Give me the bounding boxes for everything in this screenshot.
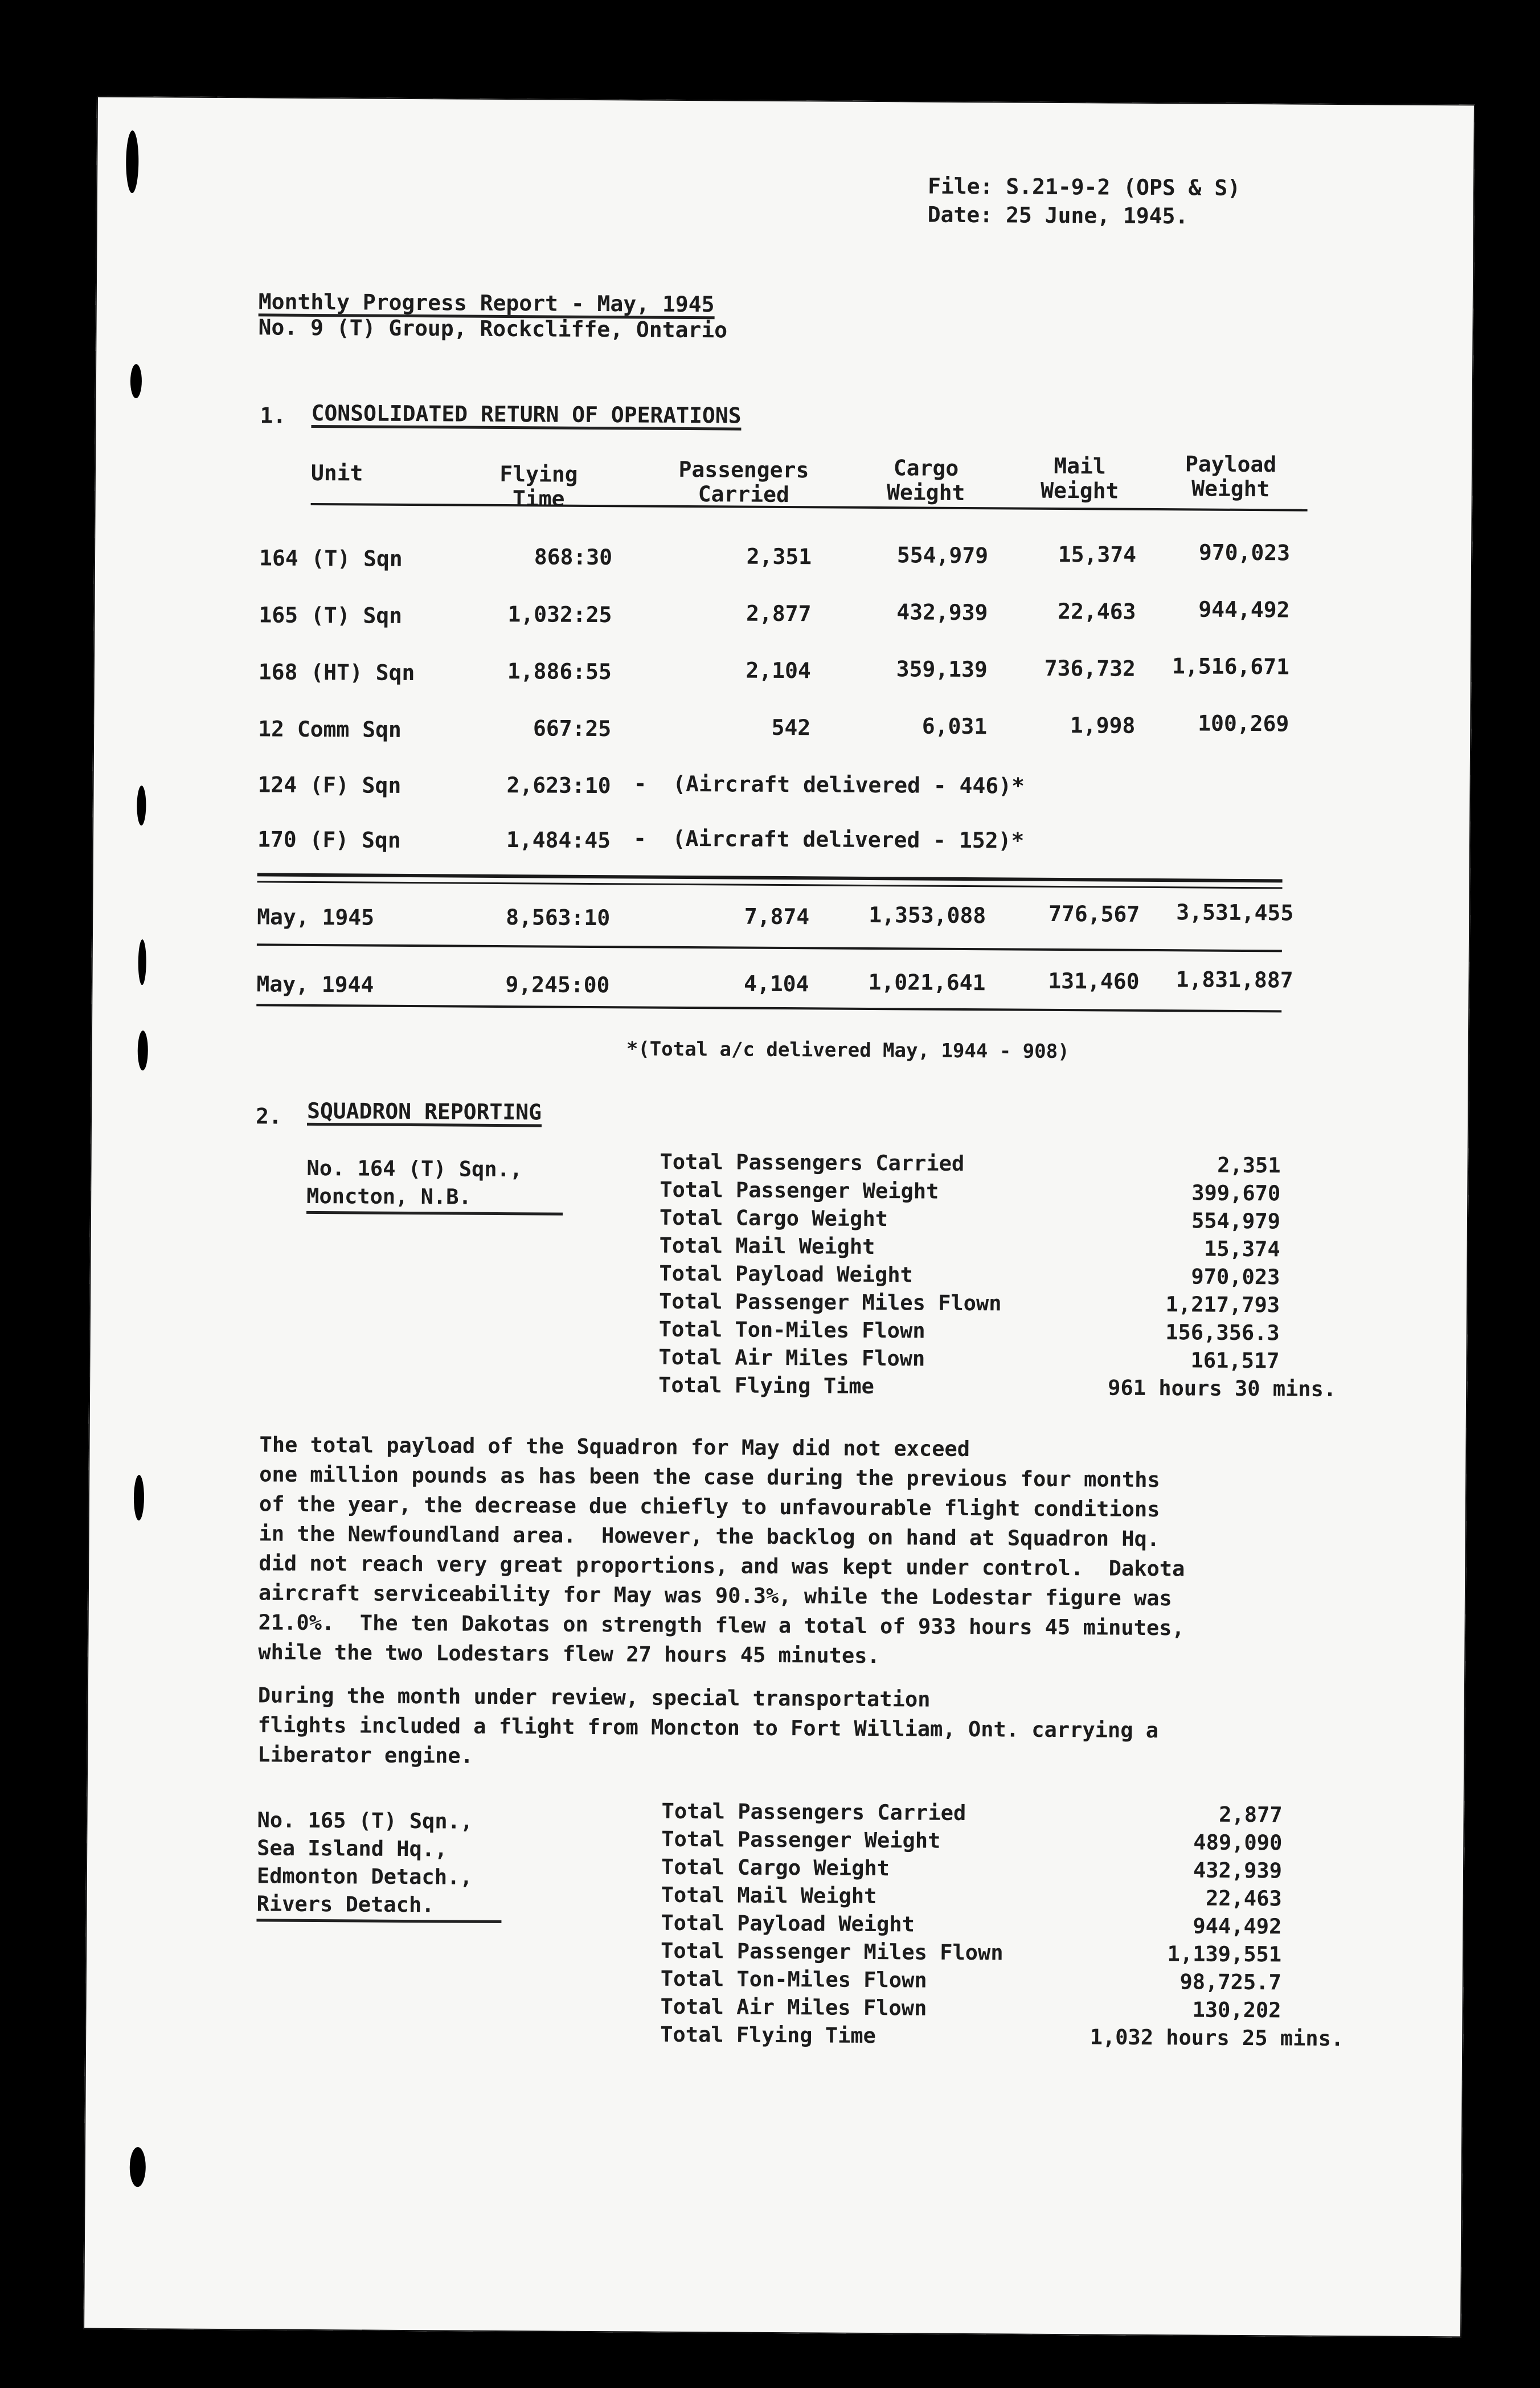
row-cargo: 6,031: [921, 713, 988, 739]
row-note: - (Aircraft delivered - 446)*: [633, 771, 1025, 799]
row-unit: 165 (T) Sqn: [259, 602, 403, 628]
stat-row: Total Payload Weight 944,492: [661, 1910, 1282, 1939]
row-passengers: 2,351: [746, 543, 812, 570]
row-payload: 100,269: [1198, 710, 1289, 737]
row-unit: 168 (HT) Sqn: [258, 659, 415, 686]
section-number: 2.: [255, 1103, 282, 1129]
section-heading: CONSOLIDATED RETURN OF OPERATIONS: [311, 402, 741, 431]
report-title: Monthly Progress Report - May, 1945: [259, 291, 715, 319]
punch-hole: [138, 1031, 148, 1070]
row-unit: 12 Comm Sqn: [258, 716, 402, 742]
report-date: Date: 25 June, 1945.: [927, 202, 1189, 229]
row-flying: 1,032:25: [507, 602, 612, 628]
punch-hole: [130, 2147, 146, 2187]
squadron-164-unit: [306, 1154, 563, 1216]
squadron-164-stats: [658, 1148, 1338, 1403]
punch-hole: [138, 939, 146, 985]
row-mail: 15,374: [1058, 541, 1137, 567]
unit-line: No. 164 (T) Sqn.,: [306, 1155, 523, 1182]
row-mail: 776,567: [1048, 901, 1140, 927]
row-flying: 667:25: [533, 715, 612, 742]
stat-row: Total Air Miles Flown 161,517: [658, 1344, 1280, 1373]
row-unit: 170 (F) Sqn: [257, 827, 401, 853]
stat-row: Total Flying Time 961 hours 30 mins.: [658, 1372, 1337, 1401]
row-passengers: 542: [771, 714, 811, 741]
stat-row: Total Passenger Weight 399,670: [660, 1177, 1281, 1206]
row-passengers: 2,104: [746, 657, 811, 684]
section-heading: SQUADRON REPORTING: [307, 1100, 542, 1127]
row-passengers: 7,874: [744, 903, 810, 930]
row-cargo: 359,139: [896, 656, 988, 682]
table-footnote: *(Total a/c delivered May, 1944 - 908): [626, 1037, 1070, 1064]
row-cargo: 432,939: [896, 599, 988, 625]
unit-line: Sea Island Hq.,: [257, 1835, 448, 1862]
stat-row: Total Flying Time 1,032 hours 25 mins.: [660, 2022, 1344, 2051]
stat-row: Total Mail Weight 22,463: [661, 1882, 1282, 1911]
squadron-164-narrative: The total payload of the Squadron for May did not exceed one million pounds as has been the case during the previous four months of the year, the decrease due chiefly to unfavourable flight conditions in the Newfoundland area. However, the backlog on hand at Squadron Hq. did not reach very great proportions, and was kept under control. Dakota aircraft serviceability for May was 90.3%, while the Lodestar figure was 21.0%. The ten Dakotas on strength flew a total of 933 hours 45 minutes, while the two Lodestars flew 27 hours 45 minutes.: [258, 1432, 1185, 1669]
stat-row: Total Cargo Weight 432,939: [661, 1854, 1283, 1883]
document-page: [83, 96, 1475, 2338]
stat-row: Total Passenger Miles Flown 1,139,551: [660, 1938, 1282, 1967]
totals-rule: [257, 873, 1283, 882]
stat-row: Total Payload Weight 970,023: [659, 1261, 1280, 1290]
punch-hole: [130, 364, 142, 398]
totals-rule: [256, 1004, 1281, 1012]
row-mail: 22,463: [1058, 598, 1136, 624]
col-header-cargo: Cargo Weight: [886, 455, 965, 505]
report-subtitle: No. 9 (T) Group, Rockcliffe, Ontario: [258, 314, 728, 343]
section-number: 1.: [260, 403, 286, 428]
row-payload: 1,831,887: [1176, 967, 1293, 993]
stat-row: Total Air Miles Flown 130,202: [660, 1994, 1281, 2023]
unit-line: Edmonton Detach.,: [256, 1863, 473, 1890]
row-flying: 8,563:10: [506, 905, 611, 931]
stat-row: Total Passenger Weight 489,090: [661, 1826, 1283, 1855]
row-flying: 9,245:00: [505, 972, 610, 998]
row-mail: 736,732: [1044, 655, 1136, 681]
row-flying: 868:30: [534, 544, 613, 570]
row-payload: 1,516,671: [1172, 653, 1290, 680]
squadron-164-special-flights: During the month under review, special transportation flights included a flight from Moncton to Fort William, Ont. carrying a Liberator engine.: [257, 1683, 1159, 1768]
stat-row: Total Ton-Miles Flown 156,356.3: [658, 1316, 1280, 1346]
row-payload: 3,531,455: [1176, 899, 1294, 926]
row-cargo: 1,353,088: [869, 902, 986, 929]
row-unit: 164 (T) Sqn: [259, 545, 403, 571]
row-mail: 1,998: [1070, 713, 1136, 738]
row-note: - (Aircraft delivered - 152)*: [633, 825, 1025, 853]
row-flying: 2,623:10: [506, 772, 611, 799]
row-unit: May, 1945: [257, 904, 375, 930]
col-header-payload: Payload Weight: [1185, 451, 1277, 502]
unit-line: Moncton, N.B.: [306, 1182, 563, 1216]
col-header-passengers: Passengers Carried: [678, 456, 809, 508]
row-passengers: 2,877: [746, 600, 812, 627]
col-header-unit: Unit: [310, 460, 363, 486]
squadron-165-stats: [660, 1797, 1345, 2052]
stat-row: Total Passenger Miles Flown 1,217,793: [658, 1289, 1280, 1318]
stat-row: Total Mail Weight 15,374: [659, 1233, 1280, 1262]
punch-hole: [126, 130, 139, 193]
stat-row: Total Ton-Miles Flown 98,725.7: [660, 1966, 1281, 1995]
row-unit: 124 (F) Sqn: [257, 772, 402, 798]
row-flying: 1,886:55: [507, 659, 612, 685]
row-unit: May, 1944: [256, 971, 374, 997]
totals-rule: [257, 881, 1283, 889]
row-payload: 970,023: [1198, 539, 1291, 566]
stat-row: Total Cargo Weight 554,979: [659, 1205, 1281, 1234]
row-cargo: 1,021,641: [868, 969, 986, 996]
row-cargo: 554,979: [896, 542, 989, 569]
punch-hole: [137, 786, 146, 825]
stat-row: Total Passengers Carried 2,351: [660, 1149, 1281, 1178]
unit-line: Rivers Detach.: [256, 1890, 501, 1923]
unit-line: No. 165 (T) Sqn.,: [257, 1808, 473, 1834]
squadron-165-unit: [256, 1806, 502, 1923]
col-header-mail: Mail Weight: [1041, 453, 1119, 504]
col-header-flying: Flying Time: [499, 461, 578, 512]
file-reference: File: S.21-9-2 (OPS & S): [927, 173, 1241, 201]
row-payload: 944,492: [1198, 596, 1290, 623]
stat-row: Total Passengers Carried 2,877: [661, 1798, 1283, 1827]
row-passengers: 4,104: [743, 971, 809, 997]
row-flying: 1,484:45: [506, 827, 611, 853]
punch-hole: [134, 1475, 144, 1520]
totals-rule: [257, 943, 1282, 952]
row-mail: 131,460: [1048, 968, 1140, 994]
